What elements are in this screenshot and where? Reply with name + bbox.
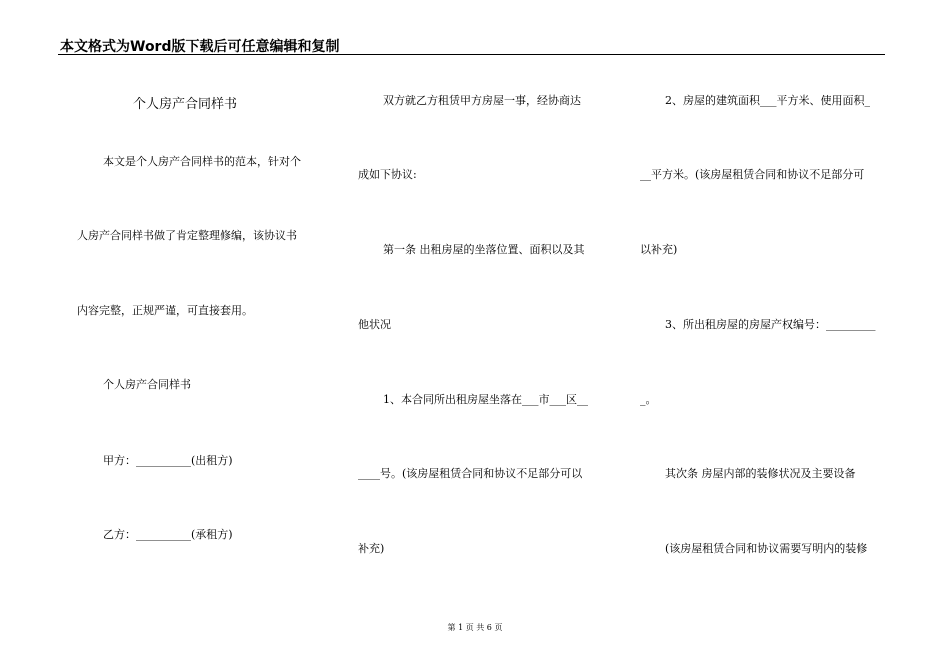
- paragraph-line: 人房产合同样书做了肯定整理修编，该协议书: [77, 229, 297, 242]
- paragraph-line: 补充): [358, 542, 385, 555]
- paragraph-line: 成如下协议:: [358, 168, 417, 181]
- document-title: 个人房产合同样书: [133, 97, 238, 112]
- party-a-line: 甲方：__________(出租方): [103, 454, 233, 467]
- paragraph-line: 本文是个人房产合同样书的范本，针对个: [103, 155, 301, 168]
- paragraph-line: ____号。(该房屋租赁合同和协议不足部分可以: [358, 467, 583, 480]
- paragraph-line: 内容完整，正规严谨，可直接套用。: [77, 304, 253, 317]
- paragraph-line: 双方就乙方租赁甲方房屋一事，经协商达: [383, 94, 581, 107]
- article-heading: 第一条 出租房屋的坐落位置、面积以及其: [383, 243, 585, 256]
- page-number: 第 1 页 共 6 页: [447, 623, 503, 632]
- paragraph-line: 2、房屋的建筑面积___平方米、使用面积_: [665, 94, 870, 107]
- paragraph-line: 个人房产合同样书: [103, 378, 191, 391]
- paragraph-line: 他状况: [358, 318, 391, 331]
- paragraph-line: 1、本合同所出租房屋坐落在___市___区__: [383, 393, 588, 406]
- paragraph-line: _。: [640, 393, 657, 406]
- header-divider: [58, 54, 885, 55]
- paragraph-line: (该房屋租赁合同和协议需要写明内的装修: [665, 542, 868, 555]
- party-b-line: 乙方：__________(承租方): [103, 528, 233, 541]
- paragraph-line: 以补充): [640, 243, 678, 256]
- article-heading: 其次条 房屋内部的装修状况及主要设备: [665, 467, 856, 480]
- document-header: 本文格式为Word版下载后可任意编辑和复制: [60, 39, 340, 55]
- paragraph-line: 3、所出租房屋的房屋产权编号：_________: [665, 318, 876, 331]
- paragraph-line: __平方米。(该房屋租赁合同和协议不足部分可: [640, 168, 865, 181]
